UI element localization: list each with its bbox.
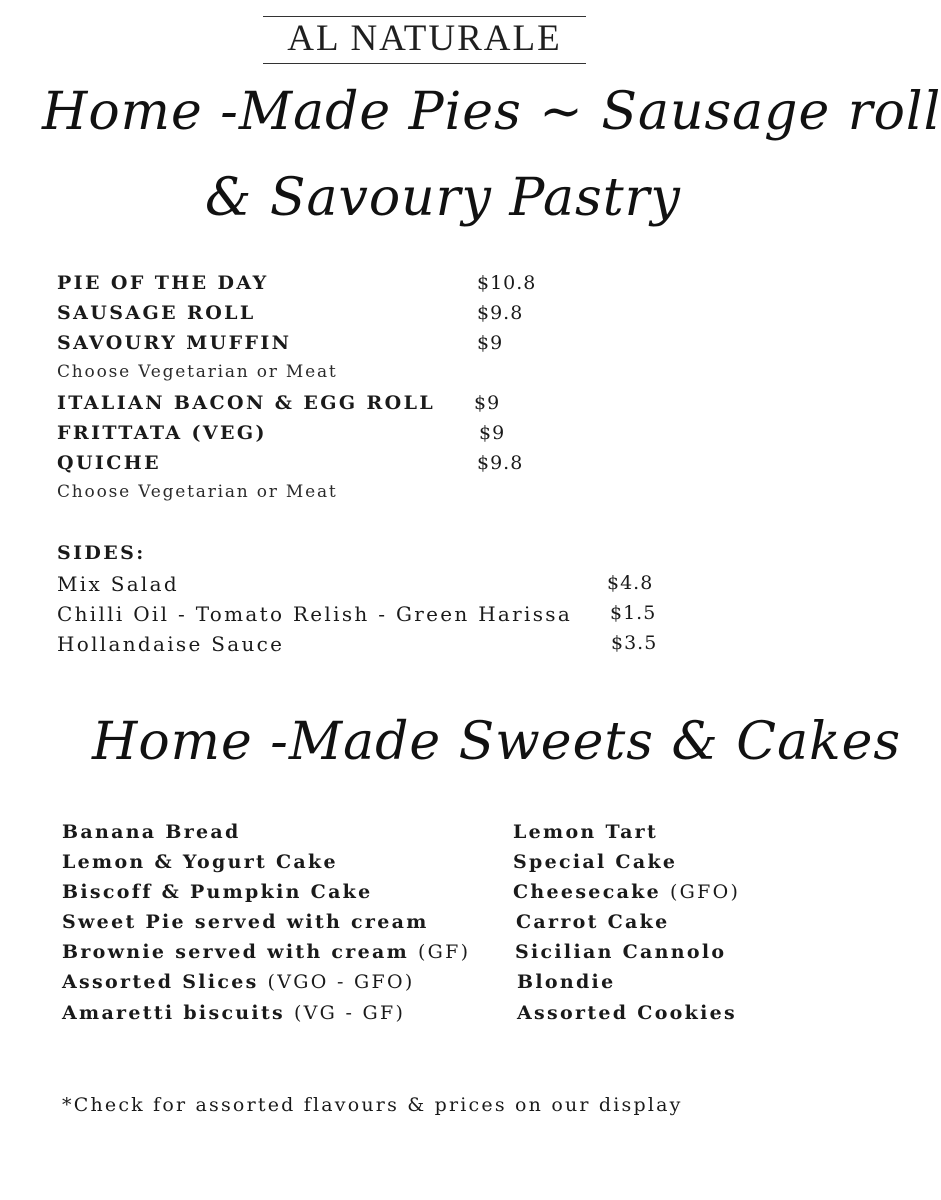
sweet-item [62, 851, 338, 873]
brand-header [263, 16, 586, 64]
side-item-price: $1.5 [610, 602, 657, 624]
sweet-item-tag: (GF) [417, 941, 471, 963]
section-heading-pies-line2: & Savoury Pastry [205, 168, 681, 228]
sweet-item [62, 971, 415, 993]
sweet-item-name: Blondie [517, 971, 616, 993]
menu-item-name: PIE OF THE DAY [57, 272, 269, 294]
sweet-item-name: Special Cake [513, 851, 678, 873]
side-item-price: $3.5 [611, 632, 658, 654]
brand-name: AL NATURALE [287, 18, 562, 59]
menu-item-price: $10.8 [477, 272, 537, 294]
menu-item-name: QUICHE [57, 452, 161, 474]
sweet-item-tag: (GFO) [669, 881, 741, 903]
menu-item-price: $9.8 [477, 452, 524, 474]
sweet-item-name: Assorted Cookies [517, 1002, 738, 1024]
sweet-item-name: Cheesecake [513, 881, 662, 903]
sweet-item [62, 881, 373, 903]
sweet-item [62, 911, 429, 933]
sweet-item-tag: (VGO - GFO) [267, 971, 415, 993]
section-heading-pies: Home -Made Pies ~ Sausage roll [42, 82, 941, 142]
sweet-item-name: Assorted Slices [62, 971, 259, 993]
sweet-item [517, 1002, 737, 1024]
sweet-item [513, 881, 740, 903]
menu-item-note: Choose Vegetarian or Meat [57, 362, 338, 382]
menu-item-price: $9 [474, 392, 501, 414]
sweet-item-tag: (VG - GF) [293, 1002, 406, 1024]
section-heading-sweets: Home -Made Sweets & Cakes [92, 712, 902, 772]
sweet-item-name: Carrot Cake [516, 911, 670, 933]
sweet-item-name: Lemon Tart [513, 821, 659, 843]
sweet-item-name: Biscoff & Pumpkin Cake [62, 881, 373, 903]
sweet-item-name: Banana Bread [62, 821, 241, 843]
menu-item-name: SAUSAGE ROLL [57, 302, 256, 324]
sides-title: SIDES: [57, 542, 146, 564]
sweet-item [62, 1002, 405, 1024]
side-item-name: Mix Salad [57, 572, 179, 596]
sweet-item [62, 941, 470, 963]
sweet-item [513, 821, 658, 843]
footer-note: *Check for assorted flavours & prices on our display [62, 1094, 683, 1116]
sweet-item-name: Sicilian Cannolo [515, 941, 727, 963]
sweet-item [515, 941, 726, 963]
menu-item-name: ITALIAN BACON & EGG ROLL [57, 392, 436, 414]
menu-item-note: Choose Vegetarian or Meat [57, 482, 338, 502]
menu-item-price: $9 [479, 422, 506, 444]
side-item-price: $4.8 [607, 572, 654, 594]
side-item-name: Chilli Oil - Tomato Relish - Green Harissa [57, 602, 573, 626]
sweet-item [62, 821, 241, 843]
menu-item-name: FRITTATA (VEG) [57, 422, 267, 444]
menu-item-price: $9.8 [477, 302, 524, 324]
sweet-item-name: Lemon & Yogurt Cake [62, 851, 338, 873]
menu-item-name: SAVOURY MUFFIN [57, 332, 292, 354]
side-item-name: Hollandaise Sauce [57, 632, 285, 656]
sweet-item [513, 851, 677, 873]
sweet-item [516, 911, 670, 933]
sweet-item-name: Brownie served with cream [62, 941, 410, 963]
sweet-item-name: Sweet Pie served with cream [62, 911, 429, 933]
sweet-item [517, 971, 615, 993]
sweet-item-name: Amaretti biscuits [62, 1002, 286, 1024]
menu-item-price: $9 [477, 332, 504, 354]
